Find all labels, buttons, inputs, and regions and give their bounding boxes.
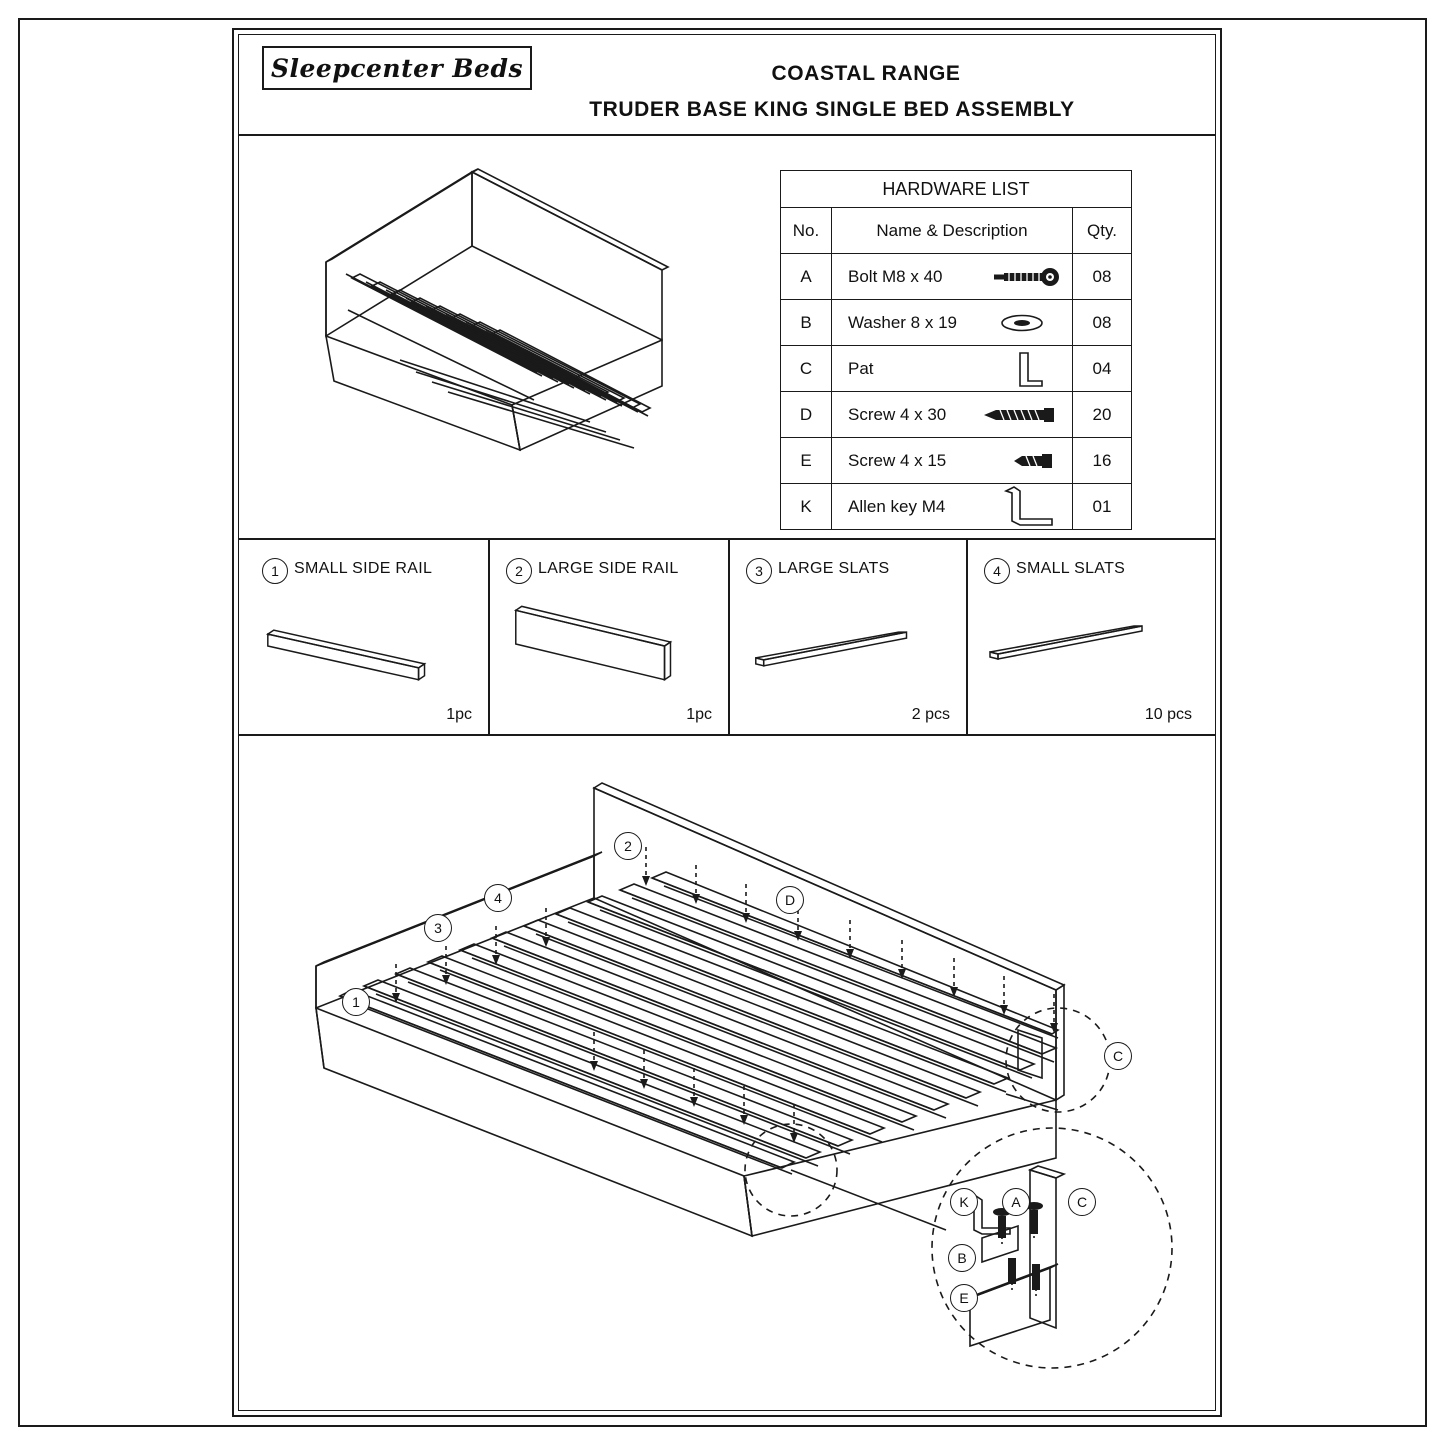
part-qty-2: 1pc <box>686 706 712 723</box>
hardware-name-a: Bolt M8 x 40 <box>832 254 1073 300</box>
hardware-no-d: D <box>781 392 832 438</box>
callout-2: 2 <box>614 832 642 860</box>
product-preview-illustration <box>290 150 760 530</box>
hardware-no-b: B <box>781 300 832 346</box>
table-row <box>781 346 1132 392</box>
long-screw-icon <box>976 405 1062 425</box>
hardware-qty-d: 20 <box>1073 392 1132 438</box>
hardware-qty-e: 16 <box>1073 438 1132 484</box>
hardware-qty-a: 08 <box>1073 254 1132 300</box>
part-label-1: SMALL SIDE RAIL <box>294 560 433 577</box>
callout-c: C <box>1104 1042 1132 1070</box>
hardware-no-k: K <box>781 484 832 530</box>
hardware-list-table <box>780 170 1132 530</box>
short-screw-icon <box>976 451 1062 471</box>
part-label-3: LARGE SLATS <box>778 560 890 577</box>
part-number-4: 4 <box>984 558 1010 584</box>
hardware-col-qty: Qty. <box>1073 208 1132 254</box>
brand-logo: Sleepcenter Beds <box>262 46 532 90</box>
allen-key-icon <box>976 485 1062 529</box>
hardware-name-c: Pat <box>832 346 1073 392</box>
page-title: TRUDER BASE KING SINGLE BED ASSEMBLY <box>589 98 1075 121</box>
hardware-qty-b: 08 <box>1073 300 1132 346</box>
hardware-name-b: Washer 8 x 19 <box>832 300 1073 346</box>
callout-c-detail: C <box>1068 1188 1096 1216</box>
part-qty-1: 1pc <box>446 706 472 723</box>
part-label-4: SMALL SLATS <box>1016 560 1126 577</box>
hardware-qty-k: 01 <box>1073 484 1132 530</box>
small-slats-illustration <box>968 588 1208 708</box>
hardware-name-k: Allen key M4 <box>832 484 1073 530</box>
callout-d: D <box>776 886 804 914</box>
range-title: COASTAL RANGE <box>771 62 961 85</box>
bracket-icon <box>976 349 1062 389</box>
assembly-illustration <box>246 738 1208 1414</box>
hardware-name-e: Screw 4 x 15 <box>832 438 1073 484</box>
header <box>246 42 1208 134</box>
part-label-2: LARGE SIDE RAIL <box>538 560 679 577</box>
callout-1: 1 <box>342 988 370 1016</box>
callout-a: A <box>1002 1188 1030 1216</box>
large-slats-illustration <box>730 588 966 708</box>
part-qty-3: 2 pcs <box>911 706 950 723</box>
part-small-side-rail <box>246 540 490 736</box>
table-row <box>781 484 1132 530</box>
part-large-slats <box>730 540 968 736</box>
callout-b: B <box>948 1244 976 1272</box>
callout-3: 3 <box>424 914 452 942</box>
callout-e: E <box>950 1284 978 1312</box>
hardware-no-a: A <box>781 254 832 300</box>
hardware-col-no: No. <box>781 208 832 254</box>
part-large-side-rail <box>490 540 730 736</box>
hardware-name-d: Screw 4 x 30 <box>832 392 1073 438</box>
hardware-col-name: Name & Description <box>832 208 1073 254</box>
washer-icon <box>976 313 1062 333</box>
table-row <box>781 438 1132 484</box>
bolt-icon <box>976 267 1062 287</box>
parts-row <box>246 540 1208 736</box>
hardware-qty-c: 04 <box>1073 346 1132 392</box>
divider-header <box>238 134 1216 136</box>
hardware-no-e: E <box>781 438 832 484</box>
large-side-rail-illustration <box>490 588 728 708</box>
callout-4: 4 <box>484 884 512 912</box>
hardware-list-title: HARDWARE LIST <box>781 171 1132 208</box>
table-row <box>781 254 1132 300</box>
part-number-1: 1 <box>262 558 288 584</box>
small-side-rail-illustration <box>246 588 488 708</box>
part-number-2: 2 <box>506 558 532 584</box>
callout-k: K <box>950 1188 978 1216</box>
part-qty-4: 10 pcs <box>1144 706 1192 723</box>
hardware-no-c: C <box>781 346 832 392</box>
part-small-slats <box>968 540 1208 736</box>
table-row <box>781 300 1132 346</box>
assembly-diagram <box>246 738 1208 1414</box>
table-row <box>781 392 1132 438</box>
part-number-3: 3 <box>746 558 772 584</box>
